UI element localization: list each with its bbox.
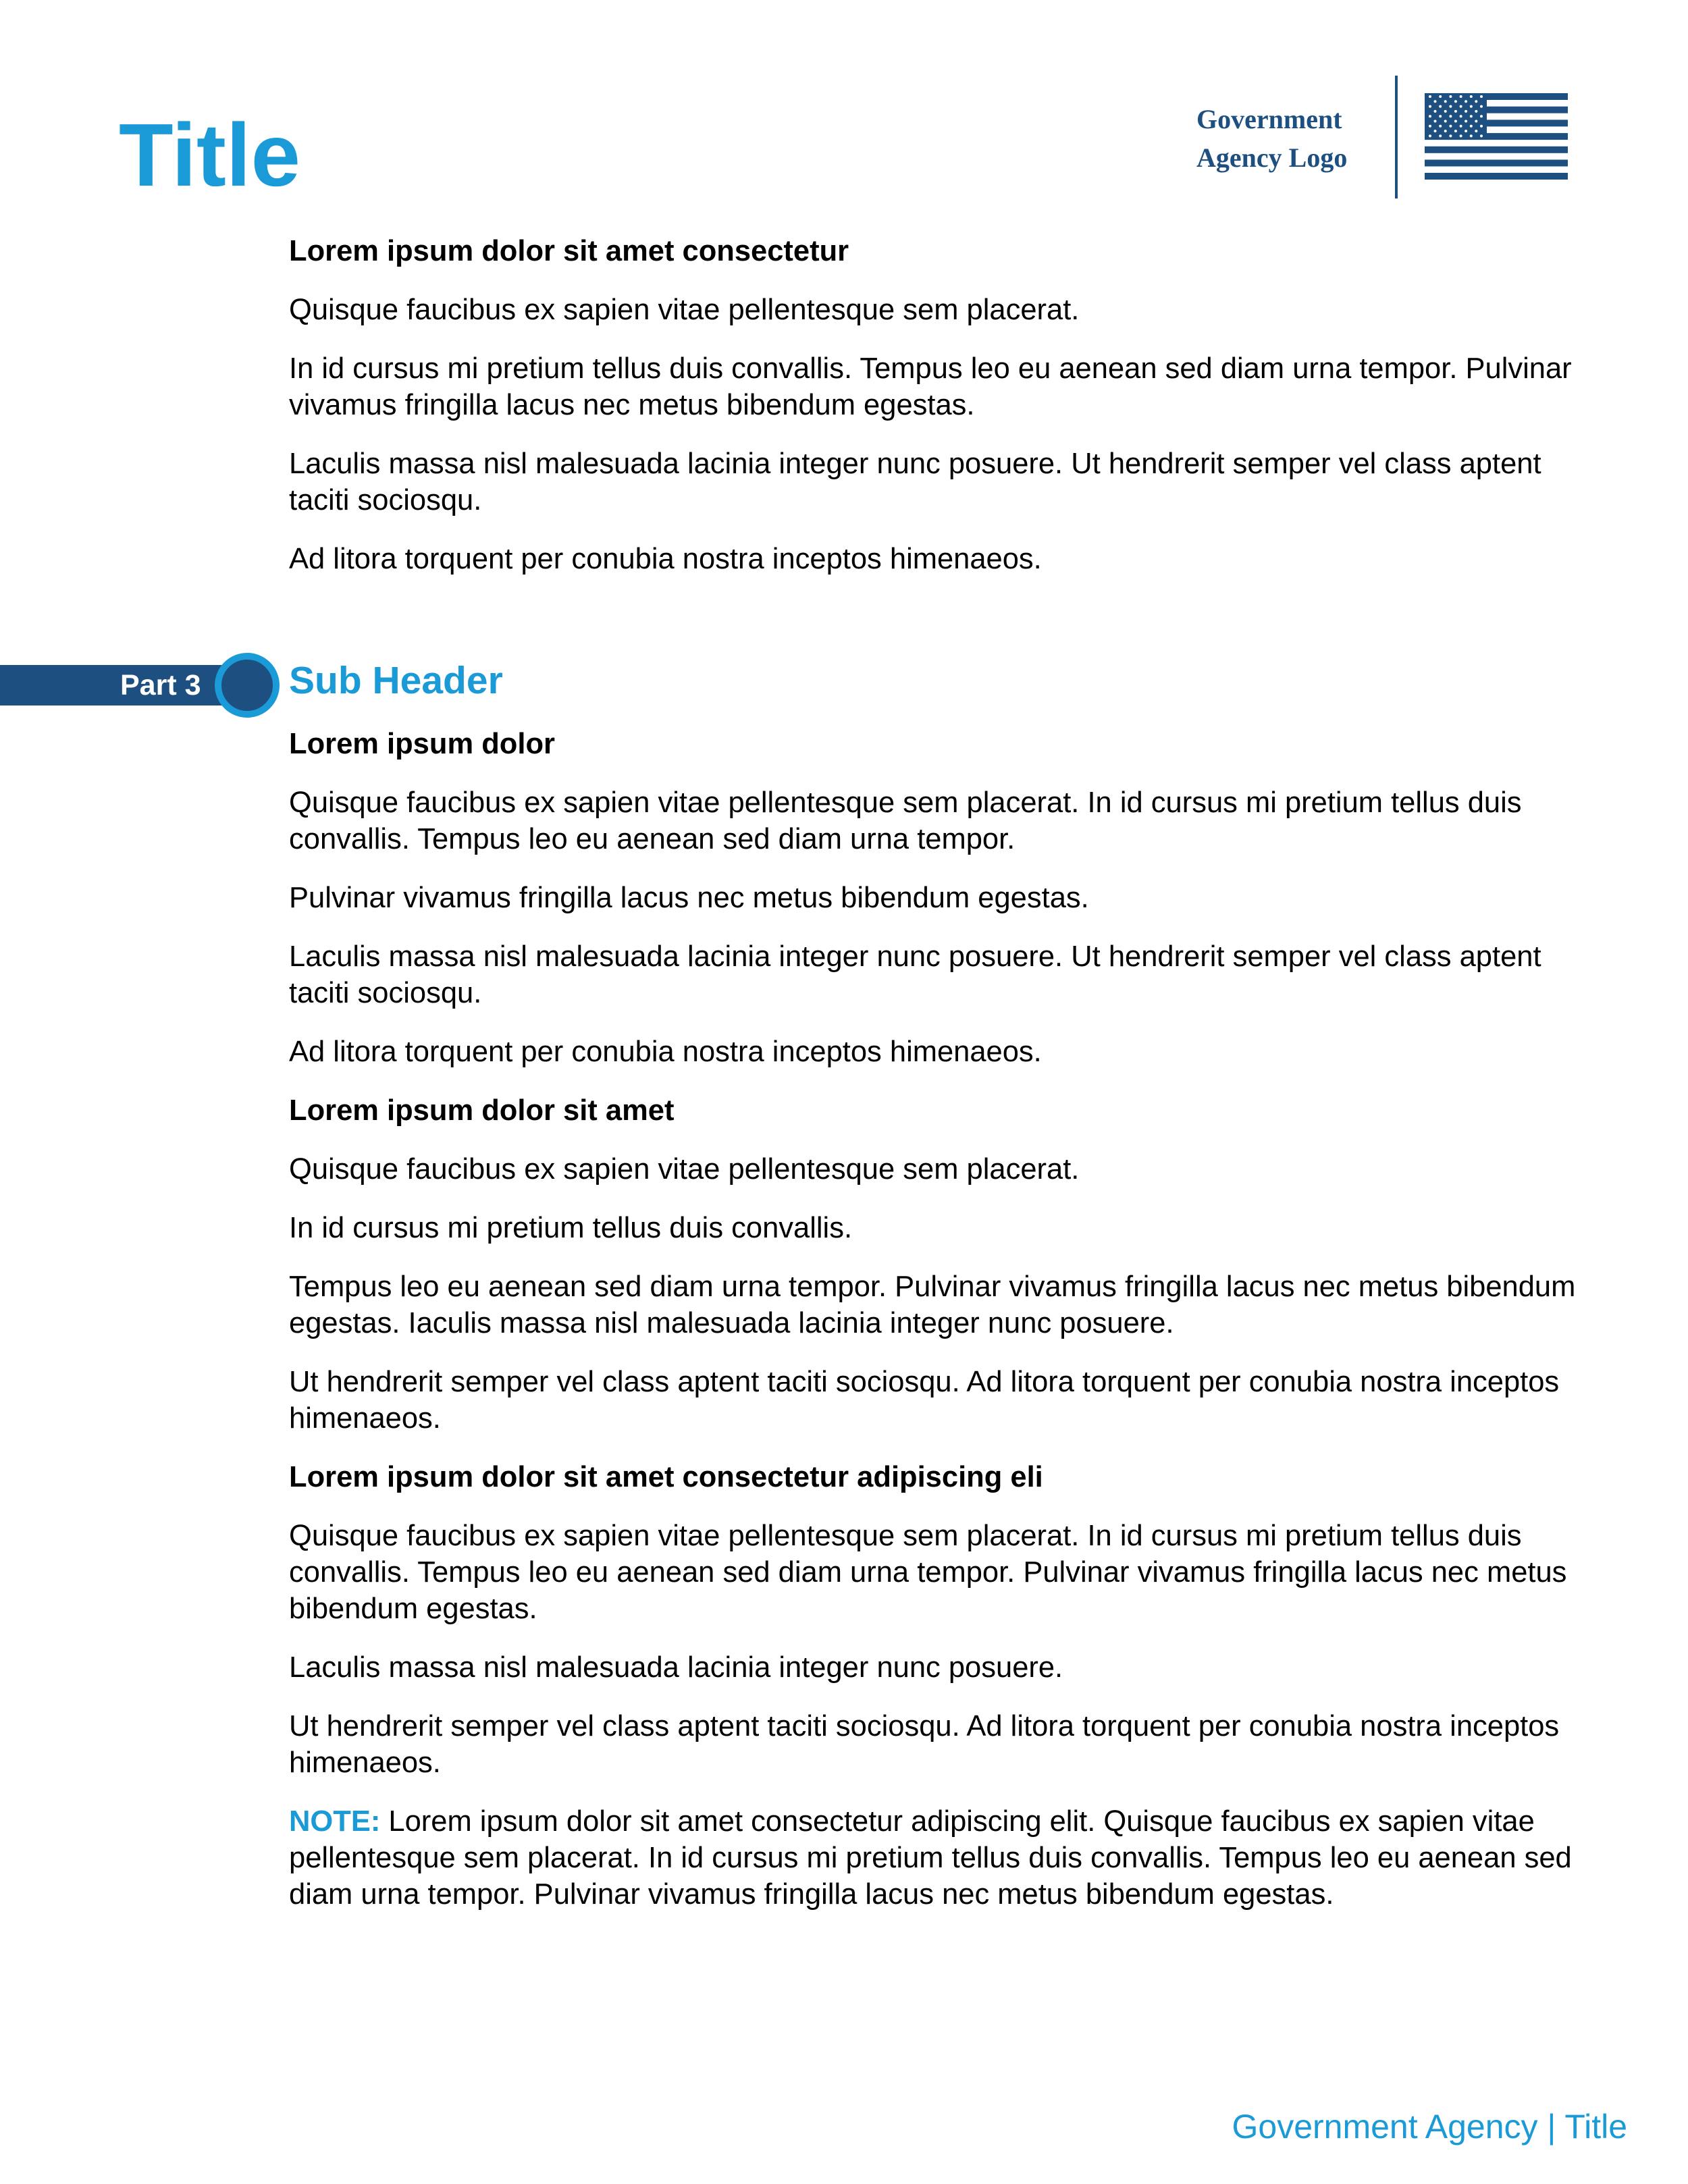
part-marker-circle bbox=[215, 653, 280, 718]
page-title: Title bbox=[119, 105, 300, 205]
body-paragraph: Laculis massa nisl malesuada lacinia integer nunc posuere. bbox=[289, 1651, 1063, 1684]
flag-star bbox=[1449, 134, 1452, 137]
flag-star bbox=[1434, 120, 1437, 123]
note-label: NOTE: bbox=[289, 1805, 381, 1838]
flag-star bbox=[1460, 95, 1462, 98]
note-text: Lorem ipsum dolor sit amet consectetur adipiscing elit. Quisque faucibus ex sapien vitae pellentesque sem placerat. In id cursus mi pretium tellus duis convallis. Tempus leo eu aenean sed diam urna tempor. Pulvinar vivamus fringilla lacus nec metus bibendum egestas. bbox=[289, 1805, 1572, 1911]
us-flag-icon bbox=[1425, 93, 1568, 180]
intro-paragraph: Quisque faucibus ex sapien vitae pellentesque sem placerat. bbox=[289, 294, 1080, 326]
flag-star bbox=[1454, 110, 1457, 113]
flag-star bbox=[1460, 115, 1462, 117]
flag-star bbox=[1444, 110, 1447, 113]
flag-star bbox=[1439, 105, 1442, 108]
body-paragraph: Quisque faucibus ex sapien vitae pellentesque sem placerat. In id cursus mi pretium tellus duis convallis. Tempus leo eu aenean sed diam urna tempor. bbox=[289, 787, 1522, 855]
flag-star bbox=[1454, 100, 1457, 103]
flag-star bbox=[1470, 95, 1473, 98]
flag-star bbox=[1480, 115, 1483, 117]
part-3-body bbox=[289, 726, 1585, 1935]
flag-star bbox=[1465, 110, 1467, 113]
flag-star bbox=[1429, 95, 1431, 98]
body-paragraph: Quisque faucibus ex sapien vitae pellentesque sem placerat. bbox=[289, 1153, 1080, 1186]
body-paragraph: Ut hendrerit semper vel class aptent taciti sociosqu. Ad litora torquent per conubia nostra inceptos himenaeos. bbox=[289, 1366, 1560, 1435]
flag-star bbox=[1444, 130, 1447, 132]
flag-star bbox=[1465, 100, 1467, 103]
flag-star bbox=[1434, 130, 1437, 132]
body-paragraph: Laculis massa nisl malesuada lacinia integer nunc posuere. Ut hendrerit semper vel class aptent taciti sociosqu. bbox=[289, 940, 1541, 1009]
flag-star bbox=[1460, 134, 1462, 137]
body-paragraph: Pulvinar vivamus fringilla lacus nec metus bibendum egestas. bbox=[289, 882, 1089, 914]
flag-star bbox=[1449, 115, 1452, 117]
part-label: Part 3 bbox=[120, 669, 201, 701]
flag-star bbox=[1444, 120, 1447, 123]
flag-star bbox=[1434, 110, 1437, 113]
flag-star bbox=[1480, 125, 1483, 128]
flag-star bbox=[1454, 120, 1457, 123]
flag-star bbox=[1470, 105, 1473, 108]
logo-divider bbox=[1395, 76, 1398, 198]
flag-star bbox=[1470, 115, 1473, 117]
flag-star bbox=[1465, 130, 1467, 132]
section-heading: Lorem ipsum dolor sit amet bbox=[289, 1094, 675, 1127]
flag-star bbox=[1449, 125, 1452, 128]
flag-star bbox=[1434, 100, 1437, 103]
agency-logo-text bbox=[1196, 100, 1379, 177]
flag-star bbox=[1429, 134, 1431, 137]
flag-star bbox=[1475, 100, 1477, 103]
flag-star bbox=[1460, 125, 1462, 128]
flag-star bbox=[1449, 105, 1452, 108]
intro-paragraph: In id cursus mi pretium tellus duis convallis. Tempus leo eu aenean sed diam urna tempor. Pulvinar vivamus fringilla lacus nec metus bibendum egestas. bbox=[289, 352, 1572, 421]
intro-paragraph: Laculis massa nisl malesuada lacinia integer nunc posuere. Ut hendrerit semper vel class aptent taciti sociosqu. bbox=[289, 448, 1541, 516]
logo-line-1: Government bbox=[1196, 104, 1342, 134]
body-paragraph: Ut hendrerit semper vel class aptent taciti sociosqu. Ad litora torquent per conubia nostra inceptos himenaeos. bbox=[289, 1710, 1560, 1779]
section-heading: Lorem ipsum dolor bbox=[289, 728, 555, 760]
flag-star bbox=[1460, 105, 1462, 108]
intro-paragraph: Ad litora torquent per conubia nostra inceptos himenaeos. bbox=[289, 543, 1042, 575]
flag-star bbox=[1470, 125, 1473, 128]
body-paragraph: Tempus leo eu aenean sed diam urna tempor. Pulvinar vivamus fringilla lacus nec metus bibendum egestas. Iaculis massa nisl malesuada lacinia integer nunc posuere. bbox=[289, 1271, 1576, 1339]
logo-line-2: Agency Logo bbox=[1196, 142, 1348, 173]
flag-star bbox=[1475, 130, 1477, 132]
intro-heading: Lorem ipsum dolor sit amet consectetur bbox=[289, 235, 849, 267]
flag-star bbox=[1480, 134, 1483, 137]
flag-star bbox=[1439, 125, 1442, 128]
body-paragraph: In id cursus mi pretium tellus duis convallis. bbox=[289, 1212, 853, 1244]
flag-star bbox=[1439, 134, 1442, 137]
flag-star bbox=[1480, 95, 1483, 98]
flag-star bbox=[1439, 95, 1442, 98]
sub-header: Sub Header bbox=[289, 659, 503, 702]
flag-star bbox=[1465, 120, 1467, 123]
flag-star bbox=[1429, 125, 1431, 128]
section-heading: Lorem ipsum dolor sit amet consectetur adipiscing eli bbox=[289, 1461, 1043, 1493]
flag-star bbox=[1475, 120, 1477, 123]
flag-star bbox=[1449, 95, 1452, 98]
page-footer: Government Agency | Title bbox=[1232, 2108, 1627, 2146]
body-paragraph: Quisque faucibus ex sapien vitae pellentesque sem placerat. In id cursus mi pretium tellus duis convallis. Tempus leo eu aenean sed diam urna tempor. Pulvinar vivamus fringilla lacus nec metus bibendum egestas. bbox=[289, 1520, 1567, 1625]
flag-star bbox=[1429, 115, 1431, 117]
note-paragraph bbox=[289, 1803, 1585, 1913]
flag-star bbox=[1439, 115, 1442, 117]
flag-star bbox=[1454, 130, 1457, 132]
flag-star bbox=[1429, 105, 1431, 108]
flag-star bbox=[1475, 110, 1477, 113]
flag-star bbox=[1470, 134, 1473, 137]
flag-star bbox=[1480, 105, 1483, 108]
body-paragraph: Ad litora torquent per conubia nostra inceptos himenaeos. bbox=[289, 1036, 1042, 1068]
flag-star bbox=[1444, 100, 1447, 103]
intro-section bbox=[289, 233, 1585, 600]
